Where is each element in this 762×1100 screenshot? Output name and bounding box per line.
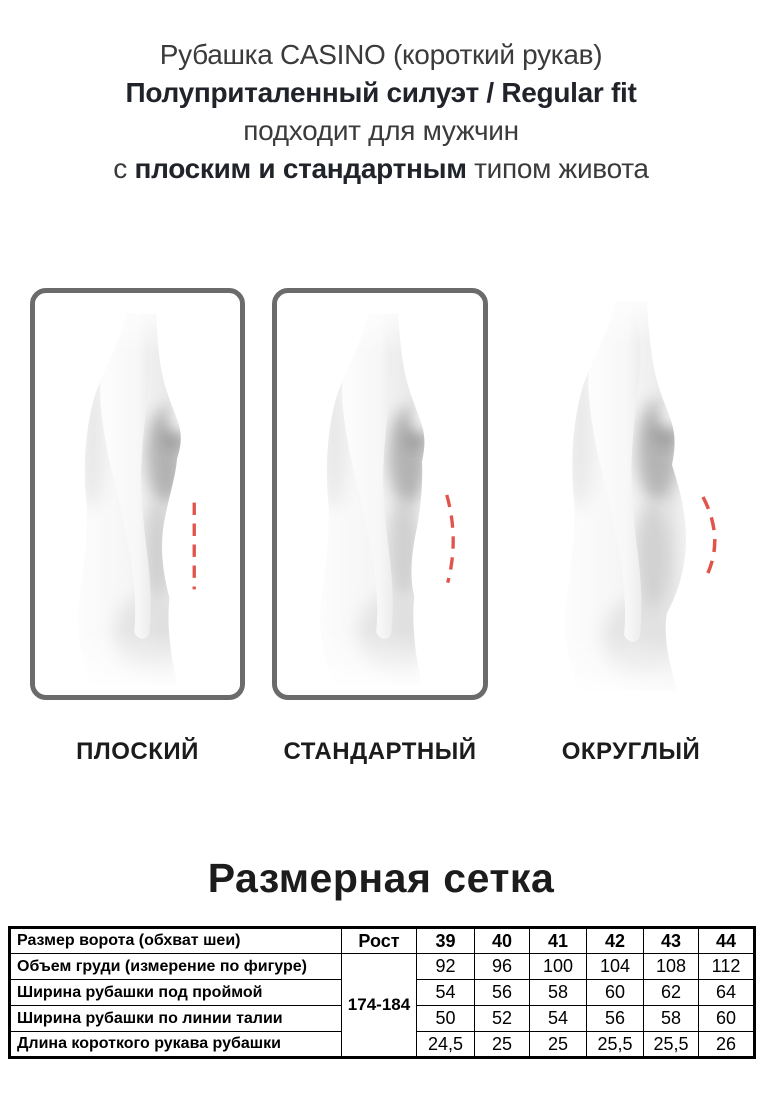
value-cell: 54	[530, 1006, 587, 1032]
growth-value-cell: 174-184	[342, 954, 417, 1058]
belly-line-suffix: типом живота	[466, 153, 649, 184]
row-label-cell: Ширина рубашки под проймой	[10, 980, 342, 1006]
value-cell: 58	[644, 1006, 699, 1032]
value-cell: 60	[587, 980, 644, 1006]
growth-header-cell: Рост	[342, 928, 417, 954]
product-title-line: Рубашка CASINO (короткий рукав)	[159, 39, 603, 70]
suitability-line: подходит для мужчин	[243, 115, 519, 146]
value-cell: 60	[699, 1006, 755, 1032]
size-grid-title: Размерная сетка	[207, 855, 555, 901]
row-label-cell: Ширина рубашки по линии талии	[10, 1006, 342, 1032]
size-header-cell: 42	[587, 928, 644, 954]
value-cell: 56	[587, 1006, 644, 1032]
size-header-cell: 43	[644, 928, 699, 954]
size-table	[8, 926, 756, 1059]
torso-round-illustration	[500, 288, 762, 700]
value-cell: 100	[530, 954, 587, 980]
belly-line-bold: плоским и стандартным	[134, 153, 467, 184]
torso-flat-illustration	[35, 293, 240, 695]
value-cell: 25	[530, 1032, 587, 1058]
round-belly-dashed-line-icon	[703, 497, 715, 581]
table-header-row	[10, 928, 755, 954]
value-cell: 104	[587, 954, 644, 980]
value-cell: 54	[417, 980, 475, 1006]
value-cell: 64	[699, 980, 755, 1006]
row-label-cell: Длина короткого рукава рубашки	[10, 1032, 342, 1058]
value-cell: 58	[530, 980, 587, 1006]
size-header-cell: 40	[475, 928, 530, 954]
belly-type-label-standard: СТАНДАРТНЫЙ	[283, 738, 477, 765]
flat-belly-box	[30, 288, 245, 700]
belly-type-line	[0, 150, 762, 188]
value-cell: 26	[699, 1032, 755, 1058]
round-belly-figure	[500, 288, 762, 700]
size-header-cell: 39	[417, 928, 475, 954]
belly-type-label-round: ОКРУГЛЫЙ	[561, 738, 701, 765]
value-cell: 25,5	[587, 1032, 644, 1058]
value-cell: 25	[475, 1032, 530, 1058]
value-cell: 96	[475, 954, 530, 980]
value-cell: 62	[644, 980, 699, 1006]
row-label-cell: Объем груди (измерение по фигуре)	[10, 954, 342, 980]
value-cell: 108	[644, 954, 699, 980]
value-cell: 92	[417, 954, 475, 980]
value-cell: 24,5	[417, 1032, 475, 1058]
torso-standard-illustration	[277, 293, 483, 695]
size-header-cell: 41	[530, 928, 587, 954]
belly-line-prefix: с	[113, 153, 135, 184]
value-cell: 112	[699, 954, 755, 980]
size-header-cell: 44	[699, 928, 755, 954]
standard-belly-dashed-line-icon	[447, 495, 453, 583]
table-row	[10, 954, 755, 980]
fit-type-line: Полуприталенный силуэт / Regular fit	[125, 77, 637, 108]
header-label-cell: Размер ворота (обхват шеи)	[10, 928, 342, 954]
value-cell: 52	[475, 1006, 530, 1032]
belly-type-label-flat: ПЛОСКИЙ	[76, 738, 199, 765]
product-header	[0, 36, 762, 188]
value-cell: 25,5	[644, 1032, 699, 1058]
value-cell: 50	[417, 1006, 475, 1032]
standard-belly-box	[272, 288, 488, 700]
value-cell: 56	[475, 980, 530, 1006]
